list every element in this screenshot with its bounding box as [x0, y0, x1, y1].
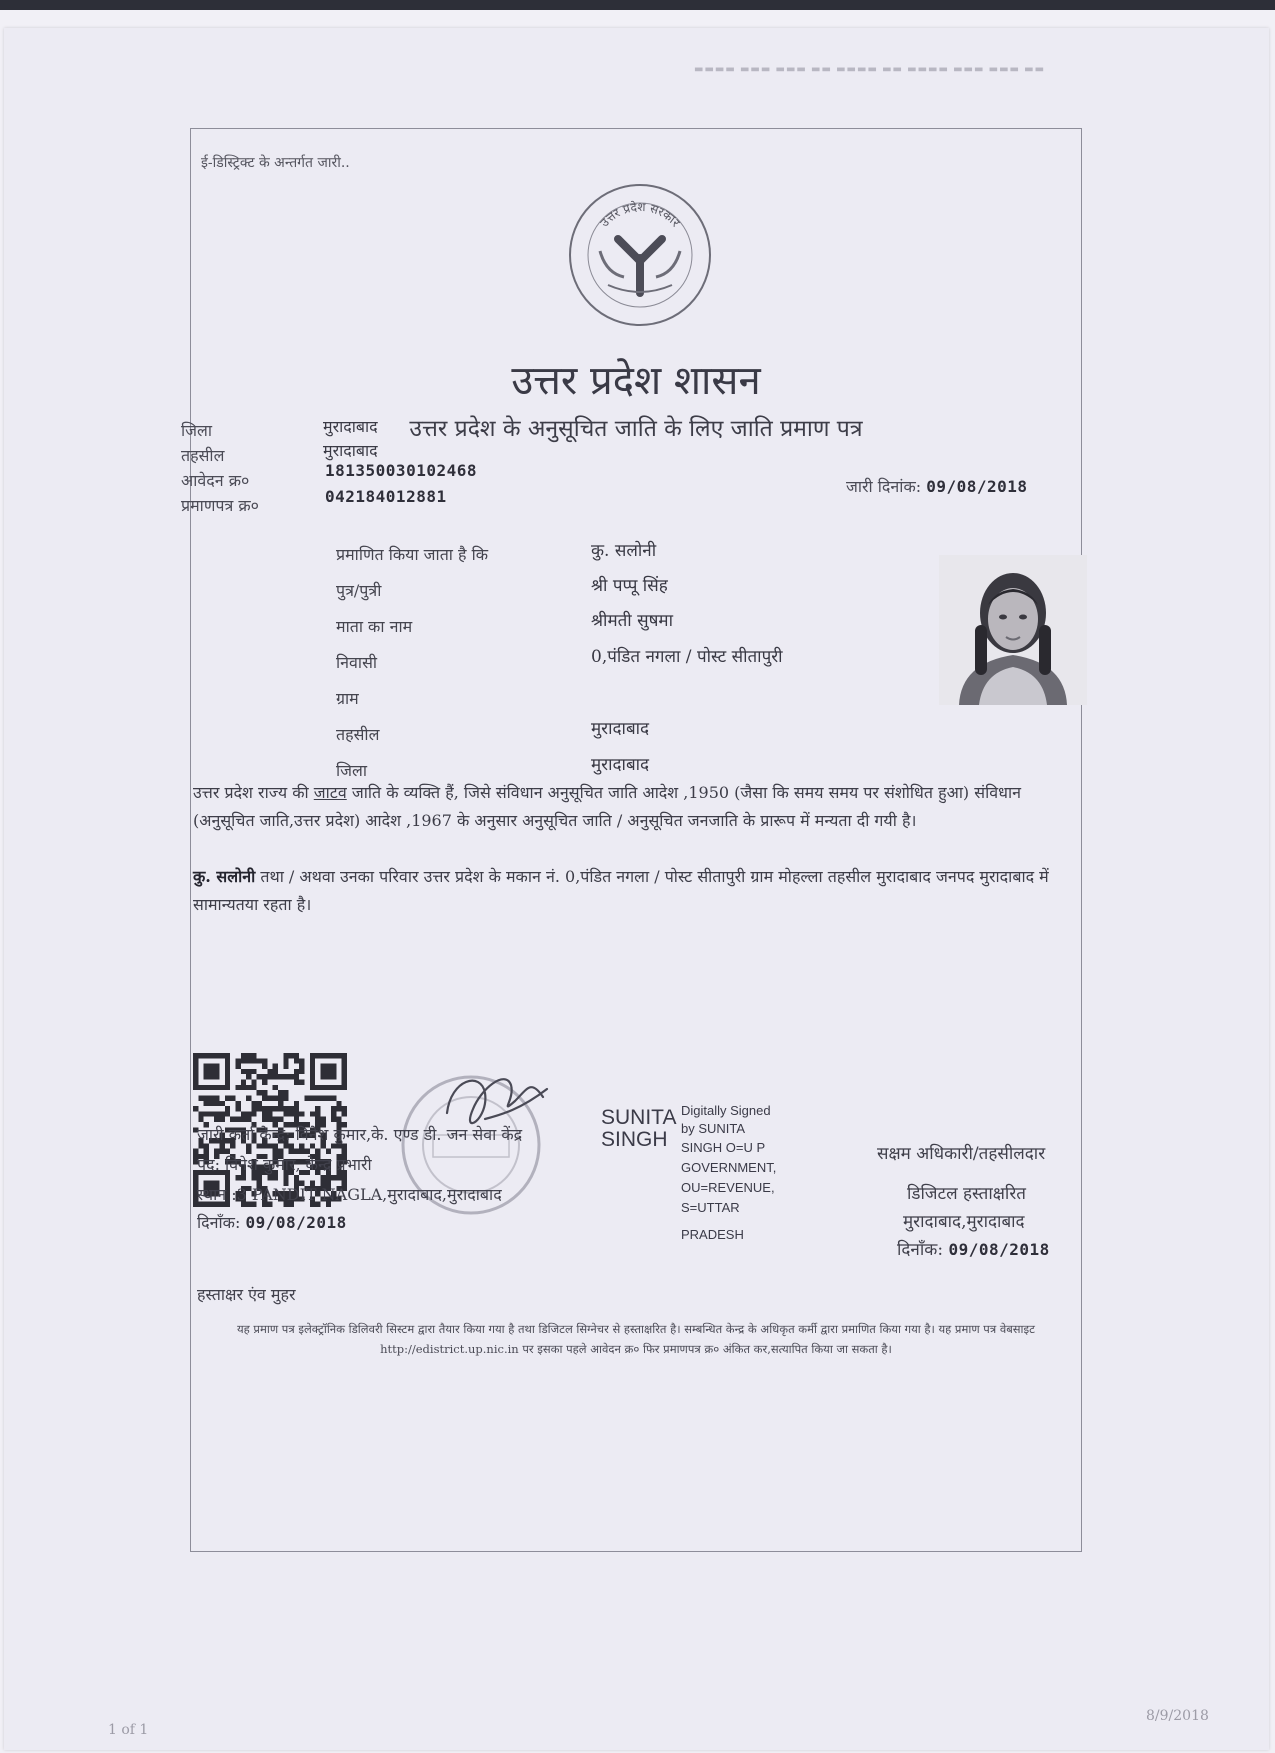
signature-detail-line: OU=REVENUE,	[681, 1180, 775, 1195]
signature-detail-line: SINGH O=U P	[681, 1140, 766, 1155]
field-value: कु. सलोनी	[591, 541, 657, 561]
issued-note: ई-डिस्ट्रिक्ट के अन्तर्गत जारी..	[201, 155, 350, 171]
certificate-number-label: प्रमाणपत्र क्र०	[181, 496, 259, 515]
svg-text:उत्तर प्रदेश सरकार	[597, 200, 683, 231]
issuer-post: पद: विनेश कुमार, केन्द्र प्रभारी	[197, 1155, 372, 1174]
signature-detail-line: GOVERNMENT,	[681, 1160, 777, 1175]
signature-detail-line: S=UTTAR	[681, 1200, 740, 1215]
up-government-emblem-icon	[566, 181, 714, 329]
applicant-photo	[939, 555, 1087, 705]
tehsil-value: मुरादाबाद	[323, 441, 378, 460]
issuer-place: स्थान :3 PANDIT NAGLA,मुरादाबाद,मुरादाबाद	[197, 1185, 502, 1204]
certificate-number: 042184012881	[325, 487, 447, 506]
scanned-page	[4, 28, 1269, 1750]
statement-text: जाति के व्यक्ति हैं, जिसे संविधान अनुसूचित जाति आदेश ,1950 (जैसा कि समय समय पर संशोधित हुआ) संविधान (अनुसूचित जाति,उत्तर प्रदेश) आदेश ,1967 के अनुसार अनुसूचित जाति / अनुसूचित जनजाति के प्रारूप में मन्यता दी गयी है।	[193, 783, 1021, 830]
faint-header-strip: ▬▬▬▬ ▬▬▬ ▬▬▬ ▬▬ ▬▬▬▬ ▬▬ ▬▬▬▬ ▬▬▬ ▬▬▬ ▬▬	[694, 64, 1046, 75]
digitally-signed-note: डिजिटल हस्ताक्षरित	[907, 1184, 1026, 1204]
authority-date-label: दिनाँक:	[897, 1240, 944, 1260]
issuing-center: जारी कर्ता केन्द्र: विनेश कुमार,के. एण्ड डी. जन सेवा केंद्र	[197, 1125, 523, 1144]
scan-top-edge	[0, 0, 1275, 10]
residence-statement	[193, 863, 1073, 919]
statement-text: उत्तर प्रदेश राज्य की	[193, 783, 309, 802]
signature-detail-line: by SUNITA	[681, 1121, 746, 1136]
digital-signature-details	[681, 1103, 776, 1242]
caste-statement	[193, 779, 1073, 835]
district-label: जिला	[181, 421, 213, 440]
signer-first-name: SUNITA	[601, 1106, 677, 1129]
field-value: श्रीमती सुषमा	[591, 611, 673, 631]
issue-date-label: जारी दिनांक:	[846, 477, 922, 496]
print-date: 8/9/2018	[1146, 1708, 1209, 1724]
issuer-date-label: दिनाँक:	[197, 1213, 241, 1232]
field-value: मुरादाबाद	[591, 719, 650, 739]
field-value: मुरादाबाद	[591, 755, 650, 775]
field-value: श्री पप्पू सिंह	[591, 576, 668, 596]
applicant-name: कु. सलोनी	[193, 867, 256, 886]
field-label: तहसील	[336, 725, 380, 744]
district-value: मुरादाबाद	[323, 417, 378, 436]
issue-date	[846, 475, 1028, 497]
issuer-date	[197, 1211, 347, 1233]
field-label: निवासी	[336, 653, 378, 672]
field-label: पुत्र/पुत्री	[336, 581, 382, 600]
authority-title: सक्षम अधिकारी/तहसीलदार	[877, 1144, 1046, 1164]
certificate-title: उत्तर प्रदेश शासन	[511, 358, 761, 404]
verification-footnote: यह प्रमाण पत्र इलेक्ट्रॉनिक डिलिवरी सिस्टम द्वारा तैयार किया गया है तथा डिजिटल सिग्नेचर से हस्ताक्षरित है। सम्बन्धित केन्द्र के अधिकृत कर्मी द्वारा प्रमाणित किया गया है। यह प्रमाण पत्र वेबसाइट http://edistrict.up.nic.in पर इसका पहले आवेदन क्र० फिर प्रमाणपत्र क्र० अंकित कर,सत्यापित किया जा सकता है।	[237, 1322, 1035, 1356]
field-label: जिला	[336, 761, 368, 780]
digital-signature-name	[601, 1107, 676, 1151]
field-label: ग्राम	[336, 689, 359, 708]
field-label: प्रमाणित किया जाता है कि	[336, 545, 489, 564]
issuer-date-value: 09/08/2018	[245, 1213, 347, 1232]
application-number: 181350030102468	[325, 461, 477, 480]
signature-detail-line: Digitally Signed	[681, 1103, 771, 1118]
signature-detail-line: PRADESH	[681, 1227, 744, 1242]
signature-and-seal-label: हस्ताक्षर एंव मुहर	[197, 1285, 296, 1304]
signer-last-name: SINGH	[601, 1128, 668, 1151]
caste-certificate	[181, 128, 1082, 1552]
residence-text: तथा / अथवा उनका परिवार उत्तर प्रदेश के मकान नं. 0,पंडित नगला / पोस्ट सीतापुरी ग्राम मोहल्ला तहसील मुरादाबाद जनपद मुरादाबाद में सामान्यतया रहता है।	[193, 867, 1049, 914]
authority-date	[897, 1237, 1050, 1260]
tehsil-label: तहसील	[181, 446, 225, 465]
issue-date-value: 09/08/2018	[926, 477, 1028, 496]
page-number: 1 of 1	[108, 1722, 149, 1738]
field-label: माता का नाम	[336, 617, 413, 636]
authority-date-value: 09/08/2018	[948, 1240, 1050, 1259]
application-label: आवेदन क्र०	[181, 471, 250, 490]
authority-place: मुरादाबाद,मुरादाबाद	[903, 1212, 1025, 1232]
field-value: 0,पंडित नगला / पोस्ट सीतापुरी	[591, 647, 783, 667]
caste-name: जाटव	[313, 783, 347, 802]
certificate-subtitle: उत्तर प्रदेश के अनुसूचित जाति के लिए जाति प्रमाण पत्र	[409, 416, 863, 442]
emblem-text: उत्तर प्रदेश सरकार	[597, 199, 683, 230]
